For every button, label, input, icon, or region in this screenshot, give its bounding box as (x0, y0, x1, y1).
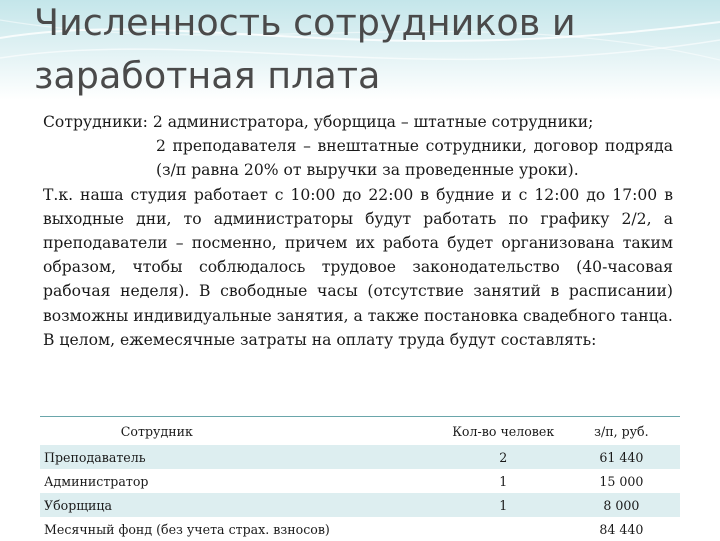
cell-count (444, 517, 563, 541)
table-header-row (40, 417, 680, 445)
header-count: Кол-во человек (444, 417, 563, 445)
cell-count: 2 (444, 445, 563, 469)
cell-count: 1 (444, 493, 563, 517)
header-salary: з/п, руб. (563, 417, 680, 445)
cell-salary: 84 440 (563, 517, 680, 541)
cell-employee: Преподаватель (40, 445, 444, 469)
summary-paragraph: В целом, ежемесячные затраты на оплату труда будут составлять: (43, 330, 597, 349)
cell-employee: Администратор (40, 469, 444, 493)
table-row (40, 445, 680, 469)
cell-count: 1 (444, 469, 563, 493)
teachers-paragraph: 2 преподавателя – внештатные сотрудники, договор подряда (з/п равна 20% от выручки за проведенные уроки). (156, 137, 673, 180)
cell-salary: 15 000 (563, 469, 680, 493)
cell-salary: 8 000 (563, 493, 680, 517)
table-row (40, 469, 680, 493)
salary-table (40, 417, 680, 541)
slide-title: Численность сотрудников и заработная плата (34, 1, 576, 97)
header-employee: Сотрудник (40, 417, 444, 445)
cell-employee: Месячный фонд (без учета страх. взносов) (40, 517, 444, 541)
table-row (40, 493, 680, 517)
salary-table-container (40, 416, 680, 541)
table-row-total (40, 517, 680, 541)
cell-employee: Уборщица (40, 493, 444, 517)
schedule-paragraph: Т.к. наша студия работает с 10:00 до 22:00 в будние и с 12:00 до 17:00 в выходные дни, то администраторы будут работать по графику 2/2, а преподаватели – посменно, причем их работа будет организована таким образом, чтобы соблюдалось трудовое законодательство (40-часовая рабочая неделя). В свободные часы (отсутствие занятий в расписании) возможны индивидуальные занятия, а также постановка свадебного танца. (43, 185, 673, 325)
staff-paragraph: Сотрудники: 2 администратора, уборщица – штатные сотрудники; (43, 113, 594, 131)
cell-salary: 61 440 (563, 445, 680, 469)
slide-body (43, 110, 673, 352)
